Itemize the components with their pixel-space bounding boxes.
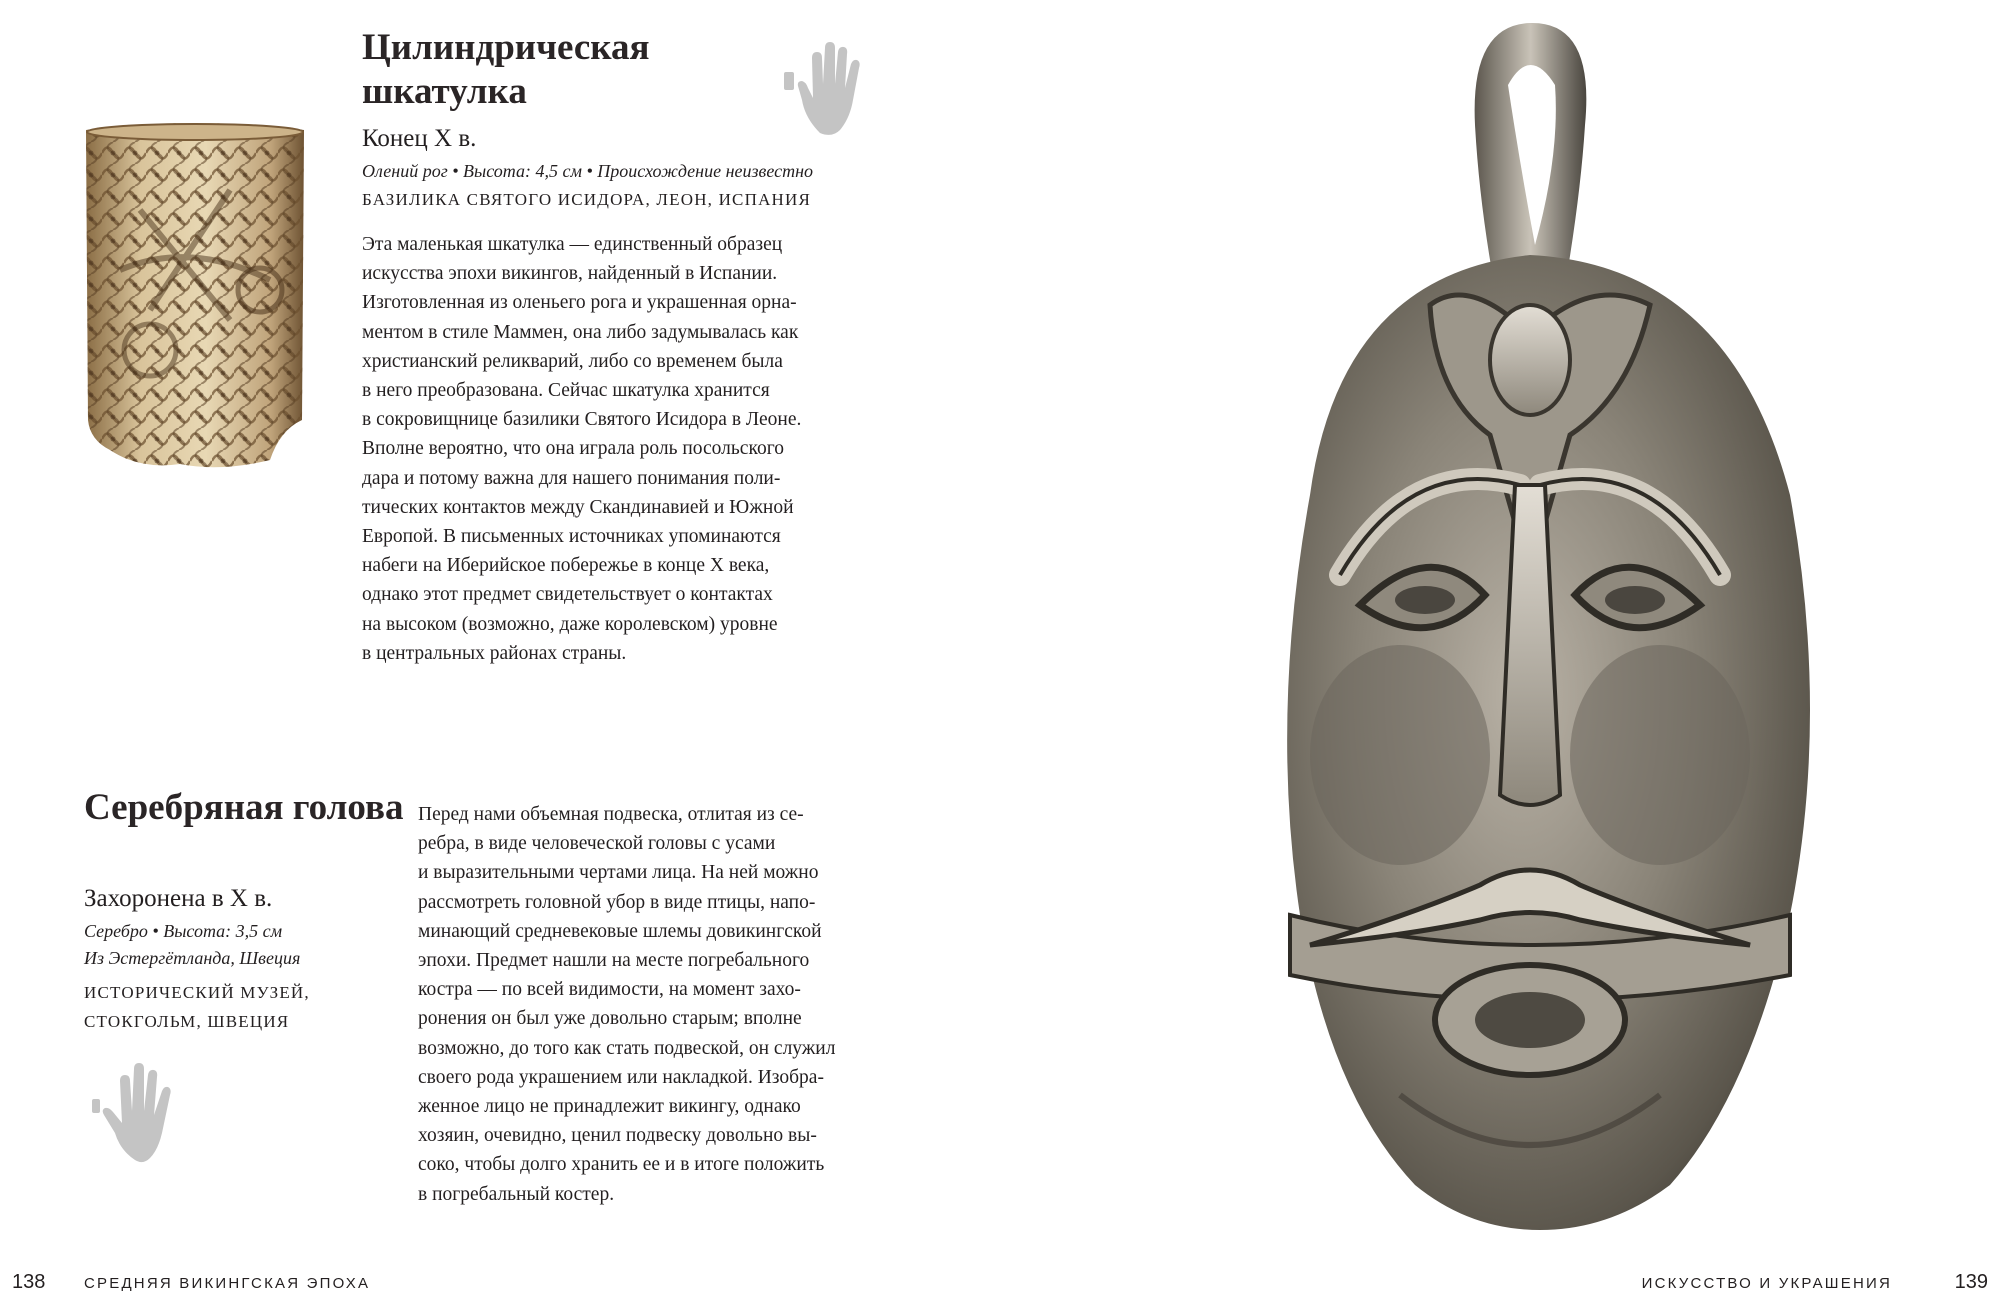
- body-line: искусства эпохи викингов, найденный в Испании.: [362, 263, 778, 285]
- body-line: Перед нами объемная подвеска, отлитая из се-: [418, 804, 804, 825]
- body-line: Изготовленная из оленьего рога и украшенная орна-: [362, 292, 797, 314]
- running-header-left: СРЕДНЯЯ ВИКИНГСКАЯ ЭПОХА: [84, 1275, 371, 1292]
- body-line: на высоком (возможно, даже королевском) уровне: [362, 613, 778, 635]
- page-number-left: 138: [12, 1271, 46, 1293]
- body-line: женное лицо не принадлежит викингу, однако: [418, 1096, 801, 1118]
- body-line: хозяин, очевидно, ценил подвеску довольно вы-: [418, 1125, 817, 1147]
- body-line: и выразительными чертами лица. На ней можно: [418, 862, 819, 884]
- section2-location-text: ИСТОРИЧЕСКИЙ МУЗЕЙ, СТОКГОЛЬМ, ШВЕЦИЯ: [84, 983, 310, 1031]
- body-line: тических контактов между Скандинавией и Южной: [362, 496, 794, 518]
- body-line: в центральных районах страны.: [362, 642, 627, 664]
- section2-body: [418, 800, 898, 1209]
- section2-origin: Из Эстергётланда, Швеция: [84, 948, 301, 968]
- body-line: в погребальный костер.: [418, 1183, 615, 1205]
- body-line: соко, чтобы долго хранить ее и в итоге положить: [418, 1154, 825, 1176]
- page-number-right: 139: [1954, 1271, 1988, 1293]
- section2-location: [84, 978, 344, 1036]
- body-line: Эта маленькая шкатулка — единственный образец: [362, 234, 783, 255]
- body-line: ментом в стиле Маммен, она либо задумывалась как: [362, 321, 799, 343]
- body-line: Вполне вероятно, что она играла роль посольского: [362, 438, 784, 460]
- body-line: Европой. В письменных источниках упоминаются: [362, 526, 781, 548]
- body-line: своего рода украшением или накладкой. Изобра-: [418, 1066, 824, 1088]
- section2-material: Серебро • Высота: 3,5 см: [84, 921, 283, 941]
- body-line: рассмотреть головной убор в виде птицы, напо-: [418, 891, 816, 913]
- casket-image: [80, 120, 310, 472]
- section1-title: Цилиндрическая шкатулка: [362, 27, 650, 112]
- running-header-right: ИСКУССТВО И УКРАШЕНИЯ: [1641, 1275, 1892, 1292]
- section1-location: БАЗИЛИКА СВЯТОГО ИСИДОРА, ЛЕОН, ИСПАНИЯ: [362, 190, 812, 209]
- body-line: дара и потому важна для нашего понимания поли-: [362, 467, 781, 489]
- body-line: в него преобразована. Сейчас шкатулка хранится: [362, 380, 770, 402]
- section1-body: [362, 230, 862, 668]
- body-line: христианский реликварий, либо со временем была: [362, 350, 783, 372]
- body-line: однако этот предмет свидетельствует о контактах: [362, 584, 773, 606]
- body-line: эпохи. Предмет нашли на месте погребального: [418, 950, 810, 972]
- hand-icon: [90, 1055, 190, 1165]
- body-line: возможно, до того как стать подвеской, он служил: [418, 1037, 836, 1059]
- body-line: минающий средневековые шлемы довикингской: [418, 920, 822, 942]
- body-line: ребра, в виде человеческой головы с усами: [418, 833, 776, 855]
- silver-head-pendant-image: [1230, 15, 1850, 1245]
- section1-meta: Олений рог • Высота: 4,5 см • Происхождение неизвестно: [362, 161, 814, 181]
- section2-date: Захоронена в X в.: [84, 885, 273, 912]
- body-line: костра — по всей видимости, на момент захо-: [418, 979, 801, 1001]
- body-line: набеги на Иберийское побережье в конце X века,: [362, 555, 770, 577]
- hand-icon: [780, 38, 880, 138]
- section2-title: Серебряная голова: [84, 787, 404, 828]
- body-line: в сокровищнице базилики Святого Исидора в Леоне.: [362, 409, 802, 431]
- body-line: ронения он был уже довольно старым; вполне: [418, 1008, 802, 1030]
- section1-date: Конец X в.: [362, 125, 477, 152]
